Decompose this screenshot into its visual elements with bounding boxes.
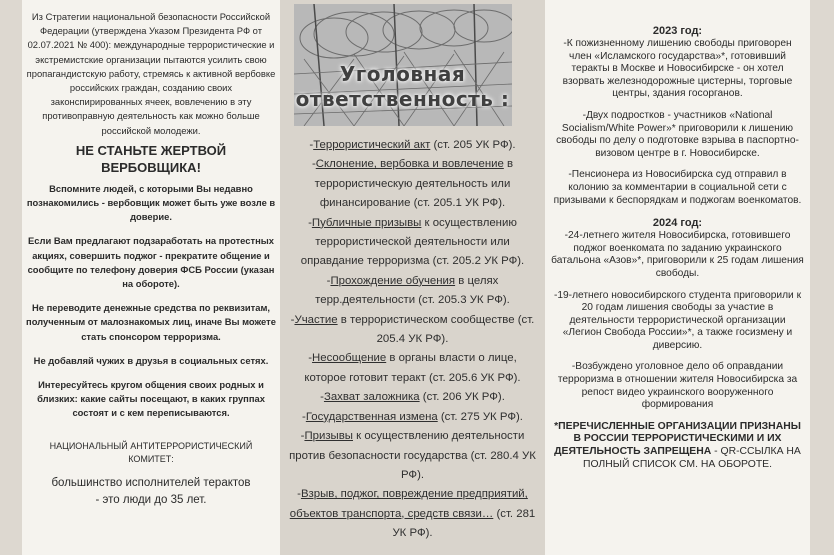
list-item: -Публичные призывы к осуществлению террористической деятельности или оправдание терроризма (ст. 205.2 УК РФ). xyxy=(300,216,525,268)
criminal-liability-title: Уголовная ответственность : xyxy=(295,62,510,111)
list-item: -Несообщение в органы власти о лице, которое готовит теракт (ст. 205.6 УК РФ). xyxy=(304,352,521,384)
list-item: -Захват заложника (ст. 206 УК РФ). xyxy=(320,391,505,404)
case-repost: -Возбуждено уголовное дело об оправдании терроризма в отношении жителя Новосибирска за репост видео украинского вооруженного формирования xyxy=(557,361,798,411)
list-item: -Прохождение обучения в целях терр.деятельности (ст. 205.3 УК РФ). xyxy=(315,274,510,307)
case-pensioner: -Пенсионера из Новосибирска суд отправил в колонию за комментарии в социальной сети с призывами к беспорядкам и поджогам военкоматов. xyxy=(553,169,802,206)
year-2023-heading: 2023 год: xyxy=(652,25,703,37)
case-islamic-state: -К пожизненному лишению свободы приговорен член «Исламского государства»*, готовивший теракты в Москве и Новосибирске - он хотел взорвать железнодорожные цистерны, торговые центры, здания госорганов. xyxy=(562,38,793,100)
list-item: -Государственная измена (ст. 275 УК РФ). xyxy=(302,410,523,423)
tip-social-friends: Не добавляй чужих в друзья в социальных сетях. xyxy=(33,354,269,366)
case-teenagers: -Двух подростков - участников «National Socialism/White Power»* приговорили к лишению свободы по делу о подготовке взрыва в паспортно-визовом центре в г. Новосибирске. xyxy=(556,109,799,159)
list-item: -Взрыв, поджог, повреждение предприятий, объектов транспорта, средств связи… (ст. 281 УК РФ). xyxy=(289,488,536,540)
page-edge-right xyxy=(810,0,834,555)
year-2024-heading: 2024 год: xyxy=(652,217,703,230)
page-edge-left xyxy=(0,0,22,555)
case-student-legion: -19-летнего новосибирского студента приговорили к 20 годам лишения свободы за участие в деятельности террористической организации «Легион Свобода России»*, а также госизмену и диверсию. xyxy=(553,289,802,351)
list-item: -Террористический акт (ст. 205 УК РФ). xyxy=(309,139,516,151)
criminal-articles-list xyxy=(280,136,545,544)
footnote-banned-organizations: *ПЕРЕЧИСЛЕННЫЕ ОРГАНИЗАЦИИ ПРИЗНАНЫ В РОССИИ ТЕРРОРИСТИЧЕСКИМИ И ИХ ДЕЯТЕЛЬНОСТЬ ЗАПРЕЩЕНА - QR-ССЫЛКА НА ПОЛНЫЙ СПИСОК СМ. НА ОБОРОТЕ. xyxy=(554,420,801,470)
list-item: -Склонение, вербовка и вовлечение в террористическую деятельность или финансирование (ст. 205.1 УК РФ). xyxy=(311,158,514,210)
nak-label: НАЦИОНАЛЬНЫЙ АНТИТЕРРОРИСТИЧЕСКИЙ КОМИТЕТ: xyxy=(49,440,253,464)
right-column xyxy=(545,0,810,555)
nak-statement-line1: большинство исполнителей терактов xyxy=(51,476,251,489)
tip-family-circle: Интересуйтесь кругом общения своих родных и близких: какие сайты посещают, в каких группах состоят и с кем переписываются. xyxy=(37,379,265,419)
strategy-intro: Из Стратегии национальной безопасности Российской Федерации (утверждена Указом Президента РФ от 02.07.2021 № 400): международные террористические и экстремистские организации пытаются усилить свою пропагандистскую работу, стремясь к активной вербовке российских граждан, созданию своих законспирированных ячеек, вовлечению в эту противоправную деятельность как можно больше российской молодежи. xyxy=(26,11,276,136)
left-column xyxy=(22,0,280,555)
barbed-wire-fence-image xyxy=(294,4,512,126)
nak-statement-line2: - это люди до 35 лет. xyxy=(95,493,207,506)
list-item: -Призывы к осуществлению деятельности против безопасности государства (ст. 280.4 УК РФ). xyxy=(289,430,536,481)
tip-protest-offers: Если Вам предлагают подзаработать на протестных акциях, совершить поджог - прекратите общение и сообщите по телефону доверия ФСБ России (указан на обороте). xyxy=(27,235,275,290)
list-item: -Участие в террористическом сообществе (ст. 205.4 УК РФ). xyxy=(290,313,535,346)
case-azov-arson: -24-летнего жителя Новосибирска, готовившего поджог военкомата по заданию украинского батальона «Азов»*, приговорили к 25 годам лишения свободы. xyxy=(551,230,804,279)
tip-new-acquaintances: Вспомните людей, с которыми Вы недавно познакомились - вербовщик может быть уже возле в доверие. xyxy=(26,182,276,223)
middle-column xyxy=(280,0,545,555)
tip-money-transfers: Не переводите денежные средства по реквизитам, полученным от малознакомых лиц, иначе Вы можете стать спонсором терроризма. xyxy=(26,302,276,342)
recruiter-warning-headline: НЕ СТАНЬТЕ ЖЕРТВОЙ ВЕРБОВЩИКА! xyxy=(75,142,227,175)
